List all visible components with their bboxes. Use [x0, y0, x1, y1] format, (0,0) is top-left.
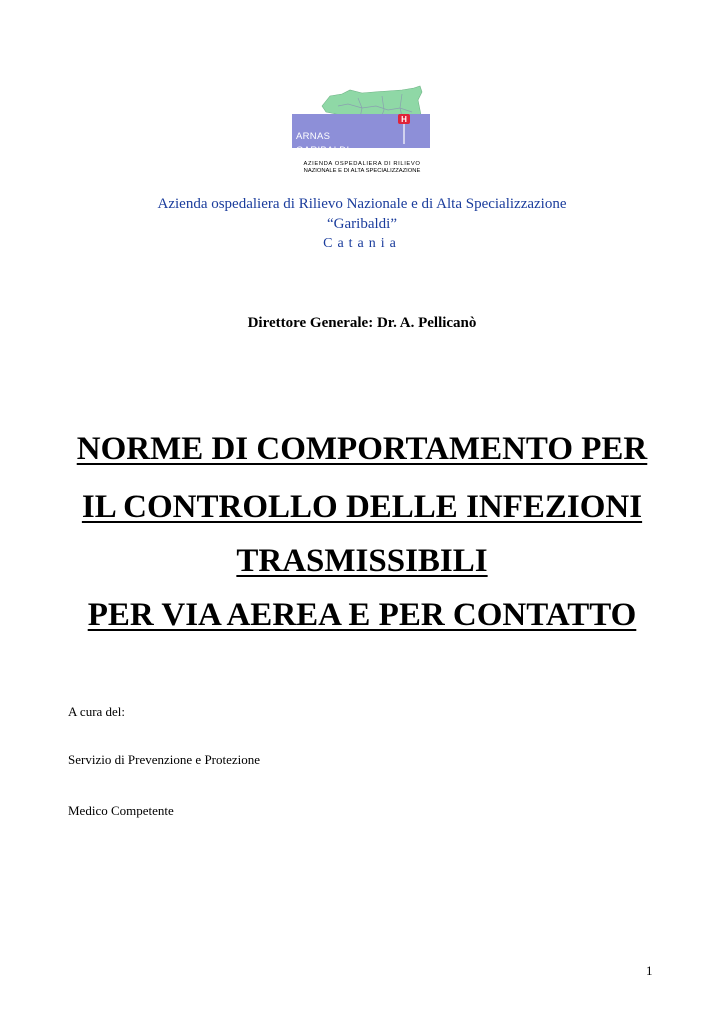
logo-brand-line2: GARIBALDI [296, 145, 350, 156]
organization-hospital: “Garibaldi” [327, 216, 397, 232]
credits-service: Servizio di Prevenzione e Protezione [68, 752, 261, 767]
document-title-line3: TRASMISSIBILI [236, 543, 488, 579]
logo-subtitle-line1: AZIENDA OSPEDALIERA DI RILIEVO [303, 161, 421, 167]
director-line: Direttore Generale: Dr. A. Pellicanò [247, 315, 477, 331]
document-title-line2: IL CONTROLLO DELLE INFEZIONI [81, 489, 643, 525]
logo-city: CATANIA [398, 149, 419, 155]
page-number: 1 [646, 963, 653, 978]
hospital-logo [292, 84, 434, 176]
hospital-marker-icon [398, 114, 410, 144]
credits-intro: A cura del: [68, 704, 126, 719]
logo-brand-line1: ARNAS [296, 131, 331, 142]
organization-name: Azienda ospedaliera di Rilievo Nazionale e di Alta Specializzazione [157, 196, 567, 212]
document-title-line4: PER VIA AEREA E PER CONTATTO [87, 597, 637, 633]
credits-doctor: Medico Competente [68, 803, 174, 818]
svg-text:H: H [401, 115, 407, 124]
logo-subtitle-line2: NAZIONALE E DI ALTA SPECIALIZZAZIONE [303, 168, 421, 174]
organization-city: Catania [323, 236, 401, 251]
document-title-line1: NORME DI COMPORTAMENTO PER [76, 431, 648, 467]
